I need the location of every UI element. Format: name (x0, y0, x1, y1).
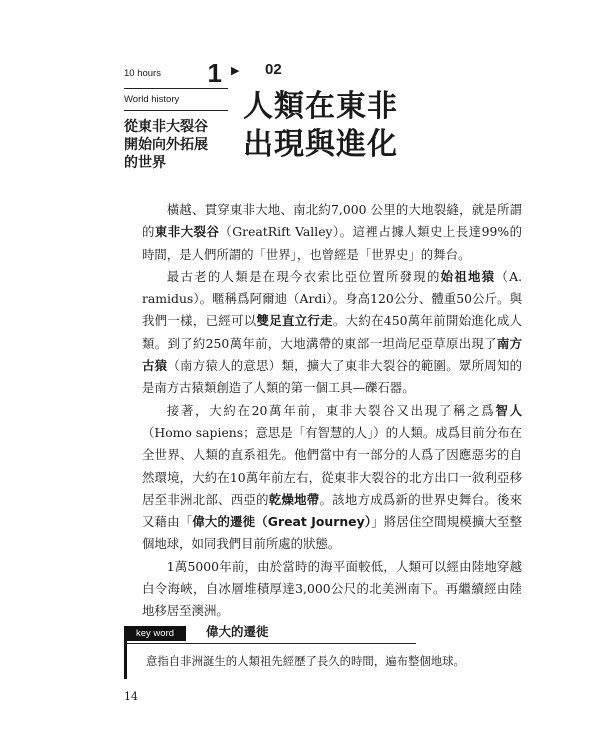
keyword-term: 偉大的遷徙 (206, 624, 269, 639)
paragraph-text: 。該地方成爲新的世界史舞台。後來又藉由「 (142, 491, 523, 530)
section-title-line: 從東非大裂谷 (124, 118, 208, 134)
paragraph-text: （A. ramidus）。暱稱爲阿爾迪（Ardi）。身高120公分、體重50公斤。與我們一樣，已經可以 (142, 268, 523, 329)
triangle-arrow-icon: ▶ (231, 64, 240, 77)
chapter-title-line: 出現與進化 (243, 127, 398, 162)
series-label-hours: 10 hours (124, 68, 161, 79)
page-number: 14 (124, 690, 138, 703)
section-title-line: 的世界 (124, 154, 166, 170)
series-number: 1 (207, 58, 222, 88)
bold-term: 偉大的遷徙（Great Journey） (192, 514, 372, 530)
bold-term: 乾燥地帶 (268, 491, 320, 507)
paragraph-text: 接著，大約在20萬年前，東非大裂谷又出現了稱之爲 (166, 402, 496, 418)
paragraph (142, 199, 522, 266)
bold-term: 南方古猿 (142, 335, 523, 374)
chapter-title (243, 88, 398, 164)
paragraph-text: （GreatRift Valley）。這裡占據人類史上長達99%的時間，是人們所謂的「世界」，也曾經是「世界史」的舞台。 (142, 224, 523, 262)
paragraph-text: 橫越、貫穿東非大地、南北約7,000 公里的大地裂縫，就是所謂的 (142, 202, 522, 240)
bold-term: 雙足直立行走 (256, 313, 333, 329)
paragraph (142, 266, 522, 400)
paragraph (142, 556, 522, 623)
keyword-box (124, 619, 514, 677)
paragraph-text: 」將居住空間規模擴大至整個地球，如同我們目前所處的狀態。 (142, 514, 522, 552)
section-title-line: 開始向外拓展 (124, 136, 208, 152)
paragraph (142, 400, 522, 556)
keyword-divider (124, 643, 416, 644)
body-text (142, 199, 522, 623)
paragraph-text: 最古老的人類是在現今衣索比亞位置所發現的 (166, 268, 441, 284)
paragraph-text: （南方猿人的意思）類，擴大了東非大裂谷的範圍。眾所周知的是南方古猿類創造了人類的第一個工具—礫石器。 (142, 358, 523, 396)
paragraph-text: 。大約在450萬年前開始進化成人類。到了約250萬年前，大地溝帶的東部一坦尚尼亞草原出現了 (142, 313, 523, 351)
series-header (124, 58, 228, 171)
paragraph-text: 1萬5000年前，由於當時的海平面較低，人類可以經由陸地穿越白令海峽，自冰層堆積厚達3,000公尺的北美洲南下。再繼續經由陸地移居至澳洲。 (142, 558, 522, 619)
bold-term: 始祖地猿 (440, 268, 496, 284)
section-title (124, 117, 228, 171)
bold-term: 智人 (495, 402, 522, 418)
series-label-world-history: World history (124, 89, 228, 111)
bold-term: 東非大裂谷 (154, 224, 220, 240)
paragraph-text: （Homo sapiens；意思是「有智慧的人」）的人類。成爲目前分布在全世界、人類的直系祖先。他們當中有一部分的人爲了因應惡劣的自然環境，大約在10萬年前左右，從東非大裂谷的北方出口一敘利亞移居至非洲北部、西亞的 (142, 424, 522, 507)
chapter-title-line: 人類在東非 (243, 89, 398, 124)
keyword-description: 意指自非洲誕生的人類祖先經歷了長久的時間，遍布整個地球。 (146, 654, 465, 668)
chapter-number: 02 (265, 61, 282, 78)
series-label-row (124, 58, 228, 89)
keyword-badge: key word (124, 626, 186, 641)
